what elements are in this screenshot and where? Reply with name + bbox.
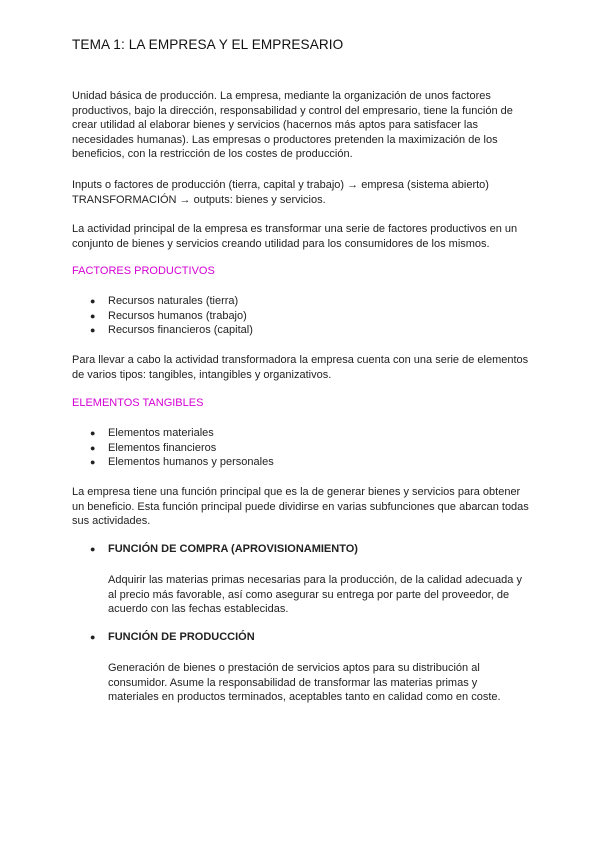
- function-text-produccion: Generación de bienes o prestación de servicios aptos para su distribución al consumidor. Asume la responsabilidad de transformar las materias primas y materiales en productos terminados, aceptables tanto en calidad como en coste.: [108, 662, 501, 704]
- bullet-icon: ●: [90, 310, 96, 321]
- bullet-icon: ●: [90, 457, 96, 468]
- bullet-icon: ●: [90, 428, 96, 438]
- list-item-label: Elementos humanos y personales: [108, 456, 274, 469]
- bullet-icon: ●: [90, 544, 96, 554]
- paragraph-actividad-transformadora: Para llevar a cabo la actividad transformadora la empresa cuenta con una serie de elementos de varios tipos: tangibles, intangibles y organizativos.: [72, 354, 529, 381]
- function-text-compra: Adquirir las materias primas necesarias para la producción, de la calidad adecuada y al precio más favorable, así como asegurar su entrega por parte del proveedor, de acuerdo con las fechas establecidas.: [108, 574, 522, 616]
- list-item-label: Elementos materiales: [108, 427, 214, 439]
- factores-list: [90, 294, 253, 338]
- list-item: [90, 323, 253, 338]
- list-item-label: Recursos financieros (capital): [108, 324, 253, 337]
- function-heading-label: FUNCIÓN DE COMPRA (APROVISIONAMIENTO): [108, 543, 358, 555]
- bullet-icon: ●: [90, 632, 96, 642]
- list-item: [90, 441, 274, 456]
- list-item-label: Recursos humanos (trabajo): [108, 309, 247, 322]
- paragraph-actividad-principal: La actividad principal de la empresa es transformar una serie de factores productivos en un conjunto de bienes y servicios creando utilidad para los consumidores de los mismos.: [72, 223, 518, 250]
- section-heading-elementos: ELEMENTOS TANGIBLES: [72, 397, 204, 409]
- section-heading-factores: FACTORES PRODUCTIVOS: [72, 265, 215, 277]
- list-item-label: Recursos naturales (tierra): [108, 295, 239, 307]
- paragraph-inputs: Inputs o factores de producción (tierra, capital y trabajo) → empresa (sistema abierto) TRANSFORMACIÓN → outputs: bienes y servicios.: [72, 179, 489, 206]
- function-heading-produccion: [90, 631, 255, 643]
- list-item: [90, 309, 253, 324]
- list-item: [90, 426, 274, 441]
- bullet-icon: ●: [90, 325, 96, 336]
- list-item: [90, 294, 253, 309]
- elementos-list: [90, 426, 274, 470]
- paragraph-funcion-principal: La empresa tiene una función principal que es la de generar bienes y servicios para obtener un beneficio. Esta función principal puede dividirse en varias subfunciones que abarcan todas sus actividades.: [72, 486, 529, 528]
- function-heading-compra: [90, 543, 358, 555]
- function-heading-label: FUNCIÓN DE PRODUCCIÓN: [108, 631, 255, 643]
- document-title: TEMA 1: LA EMPRESA Y EL EMPRESARIO: [72, 37, 344, 52]
- list-item: [90, 455, 274, 470]
- paragraph-unidad-basica: Unidad básica de producción. La empresa, mediante la organización de unos factores productivos, bajo la dirección, responsabilidad y control del empresario, tiene la función de crear utilidad al elaborar bienes y servicios (hacernos más aptos para satisfacer las necesidades humanas). Las empresas o productores pretenden la maximización de los beneficios, con la restricción de los costes de producción.: [72, 90, 513, 161]
- bullet-icon: ●: [90, 296, 96, 306]
- bullet-icon: ●: [90, 442, 96, 453]
- list-item-label: Elementos financieros: [108, 441, 217, 454]
